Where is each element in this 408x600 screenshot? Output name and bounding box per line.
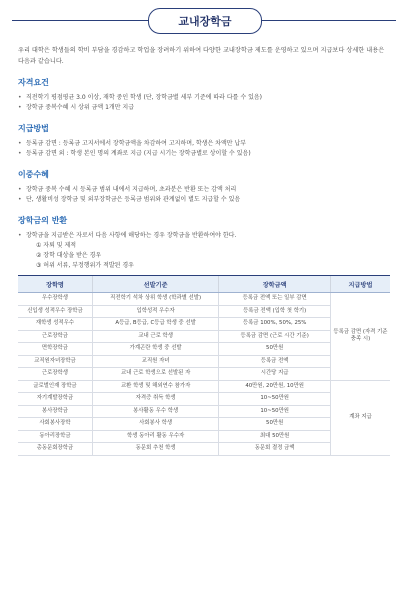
intro-text: 우리 대학은 학생들의 학비 부담을 경감하고 학업을 장려하기 위하여 다양한 교내장학금 제도를 운영하고 있으며 지급보다 상세한 내용은 다음과 같습니다. bbox=[18, 47, 385, 65]
cell-method: 등록금 감면 (자격 기준 충족 시) bbox=[330, 293, 390, 381]
list-item: ③ 허위 서류, 부정행위가 적발된 경우 bbox=[36, 262, 134, 269]
list-item: • 직전학기 평점평균 3.0 이상, 재학 중인 학생 (단, 장학금별 세부 기준에 따라 다를 수 있음) bbox=[18, 93, 390, 103]
cell-criteria: 자격증 취득 학생 bbox=[92, 393, 218, 406]
cell-name: 교직원자녀장학금 bbox=[18, 355, 92, 368]
cell-name: 우수장학생 bbox=[18, 293, 92, 306]
list-item: • 장학금을 지급받은 자로서 다음 사항에 해당하는 경우 장학금을 반환하여야 한다. bbox=[18, 231, 390, 241]
list-item: • 단, 생활비성 장학금 및 외부장학금은 등록금 범위와 관계없이 별도 지급할 수 있음 bbox=[18, 195, 390, 205]
cell-amount: 등록금 100%, 50%, 25% bbox=[219, 318, 331, 331]
cell-name: 근로장학생 bbox=[18, 368, 92, 381]
duplicate-list bbox=[18, 185, 390, 205]
refund-sub-list bbox=[18, 241, 390, 271]
scholarship-table bbox=[18, 275, 390, 456]
cell-amount: 등록금 감면 (근로 시간 기준) bbox=[219, 330, 331, 343]
cell-amount: 등록금 전액 bbox=[219, 355, 331, 368]
cell-criteria: 직전학기 석차 상위 학생 (학과별 선발) bbox=[92, 293, 218, 306]
eligibility-list bbox=[18, 93, 390, 113]
cell-name: 글로벌인재 장학금 bbox=[18, 380, 92, 393]
cell-amount: 시간당 지급 bbox=[219, 368, 331, 381]
page-title: 교내장학금 bbox=[148, 8, 262, 34]
column-header: 선발기준 bbox=[92, 276, 218, 293]
cell-amount: 10~50만원 bbox=[219, 393, 331, 406]
table-header-row bbox=[18, 276, 390, 293]
cell-name: 재학생 성적우수 bbox=[18, 318, 92, 331]
method-list bbox=[18, 139, 390, 159]
list-item: ① 자퇴 및 제적 bbox=[36, 242, 77, 249]
content bbox=[18, 46, 390, 456]
cell-method: 계좌 지급 bbox=[330, 380, 390, 455]
section-heading-duplicate: 이중수혜 bbox=[18, 170, 49, 179]
cell-name: 봉사장학금 bbox=[18, 405, 92, 418]
cell-name: 사회봉사장학 bbox=[18, 418, 92, 431]
cell-name: 근로장학금 bbox=[18, 330, 92, 343]
list-item: • 등록금 감면 : 등록금 고지서에서 장학금액을 차감하여 고지하며, 학생은 차액만 납부 bbox=[18, 139, 390, 149]
section-heading-refund: 장학금의 반환 bbox=[18, 216, 68, 225]
table-row bbox=[18, 380, 390, 393]
cell-amount: 50만원 bbox=[219, 343, 331, 356]
cell-criteria: 교직원 자녀 bbox=[92, 355, 218, 368]
cell-criteria: 동문회 추천 학생 bbox=[92, 443, 218, 456]
cell-criteria: 교내 근로 학생 bbox=[92, 330, 218, 343]
cell-criteria: 교환 학생 및 해외연수 참가자 bbox=[92, 380, 218, 393]
cell-criteria: 입학성적 우수자 bbox=[92, 305, 218, 318]
column-header: 장학명 bbox=[18, 276, 92, 293]
cell-amount: 동문회 결정 금액 bbox=[219, 443, 331, 456]
cell-criteria: 사회봉사 학생 bbox=[92, 418, 218, 431]
column-header: 장학금액 bbox=[219, 276, 331, 293]
cell-criteria: 학생 동아리 활동 우수자 bbox=[92, 430, 218, 443]
column-header: 지급방법 bbox=[330, 276, 390, 293]
section-heading-eligibility: 자격요건 bbox=[18, 78, 49, 87]
table-row bbox=[18, 293, 390, 306]
cell-criteria: 가계곤란 학생 중 선발 bbox=[92, 343, 218, 356]
cell-name: 동아리장학금 bbox=[18, 430, 92, 443]
cell-amount: 등록금 전액 (입학 첫 학기) bbox=[219, 305, 331, 318]
list-item: • 등록금 감면 외 : 학생 본인 명의 계좌로 지급 (지급 시기는 장학금별로 상이할 수 있음) bbox=[18, 149, 390, 159]
cell-criteria: A등급, B등급, C등급 학생 중 선발 bbox=[92, 318, 218, 331]
cell-name: 총동문회장학금 bbox=[18, 443, 92, 456]
list-item: • 장학금 중복수혜 시 상위 금액 1개만 지급 bbox=[18, 103, 390, 113]
cell-amount: 50만원 bbox=[219, 418, 331, 431]
section-heading-method: 지급방법 bbox=[18, 124, 49, 133]
cell-amount: 40만원, 20만원, 10만원 bbox=[219, 380, 331, 393]
cell-name: 자기계발장학금 bbox=[18, 393, 92, 406]
refund-list bbox=[18, 231, 390, 241]
list-item: ② 장학 대상을 받은 경우 bbox=[36, 252, 102, 259]
list-item: • 장학금 중복 수혜 시 등록금 범위 내에서 지급하며, 초과분은 반환 또는 감액 처리 bbox=[18, 185, 390, 195]
cell-amount: 등록금 전액 또는 일부 감면 bbox=[219, 293, 331, 306]
cell-name: 신입생 성적우수 장학금 bbox=[18, 305, 92, 318]
cell-criteria: 교내 근로 학생으로 선발된 자 bbox=[92, 368, 218, 381]
cell-amount: 10~50만원 bbox=[219, 405, 331, 418]
cell-amount: 최대 50만원 bbox=[219, 430, 331, 443]
cell-name: 면학장학금 bbox=[18, 343, 92, 356]
cell-criteria: 봉사활동 우수 학생 bbox=[92, 405, 218, 418]
